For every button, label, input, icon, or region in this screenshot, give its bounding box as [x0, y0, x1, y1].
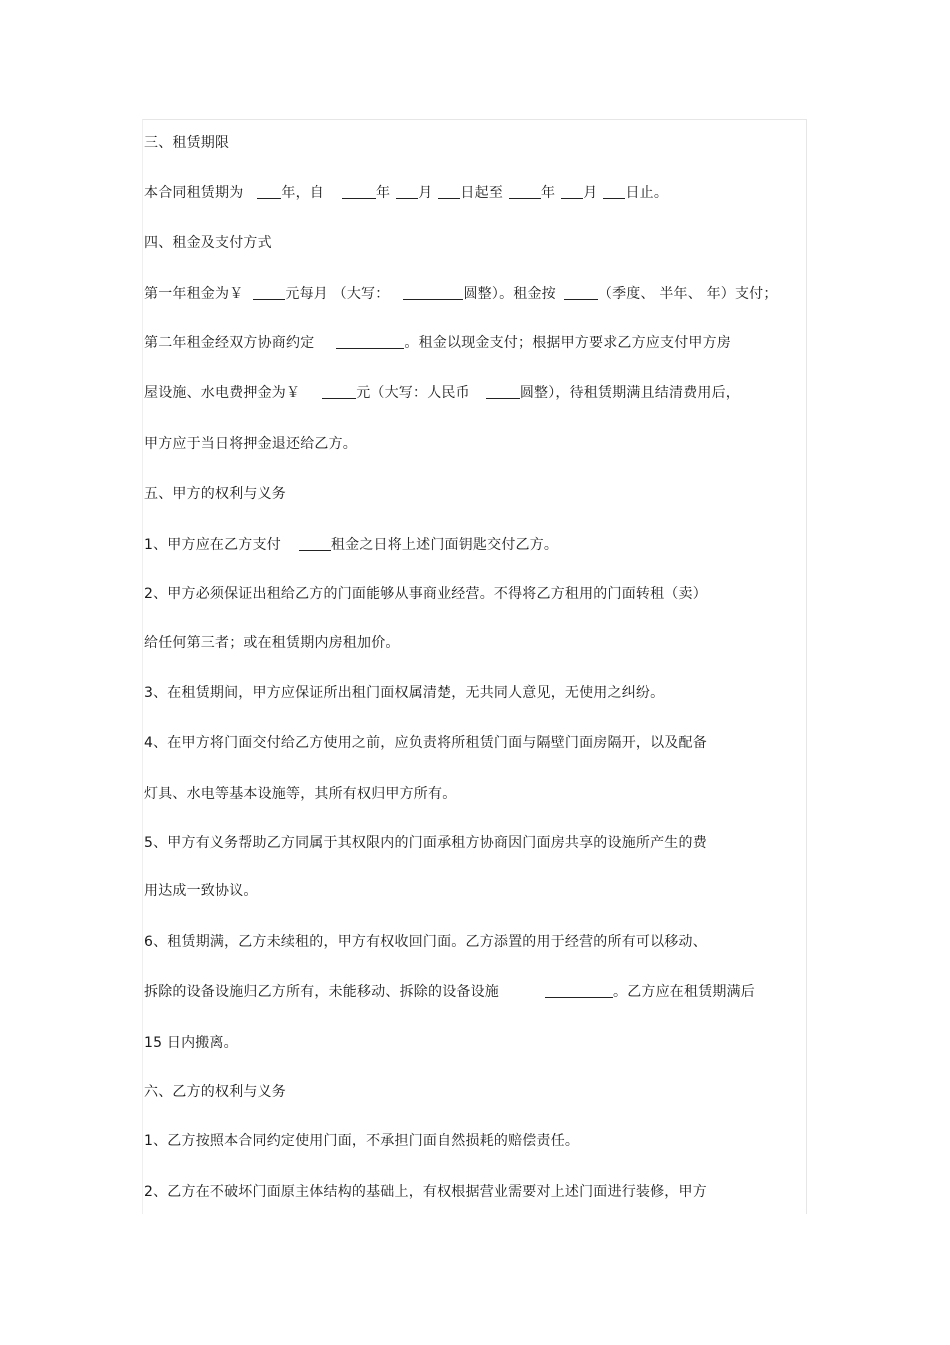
term-text: 本合同租赁期为	[144, 185, 244, 201]
deposit-text: 元（大写：人民币	[356, 385, 470, 401]
blank-fixed-facilities	[545, 983, 613, 998]
deposit-text: 屋设施、水电费押金为￥	[144, 385, 301, 401]
lessor-clause-4b: 灯具、水电等基本设施等，其所有权归甲方所有。	[144, 786, 457, 802]
lessor-clause-2b: 给任何第三者；或在租赁期内房租加价。	[144, 635, 400, 651]
lessor-clause-5b: 用达成一致协议。	[144, 883, 258, 899]
section-6-heading: 六、乙方的权利与义务	[144, 1084, 286, 1100]
lessor-clause-6c: 15 日内搬离。	[144, 1035, 238, 1051]
term-text: 年	[541, 185, 556, 201]
term-text: 月	[583, 185, 598, 201]
blank-start-year	[342, 184, 376, 199]
term-text: 月	[418, 185, 433, 201]
deposit-return-line: 甲方应于当日将押金退还给乙方。	[144, 436, 357, 452]
blank-second-year-rent	[336, 334, 404, 349]
lessor-clause-4a: 4、在甲方将门面交付给乙方使用之前，应负责将所租赁门面与隔壁门面房隔开，以及配备	[144, 735, 707, 751]
clause-text: 。乙方应在租赁期满后	[613, 984, 755, 1000]
blank-years	[257, 184, 281, 199]
deposit-line	[144, 384, 740, 402]
lessor-clause-6a: 6、租赁期满，乙方未续租的，甲方有权收回门面。乙方添置的用于经营的所有可以移动、	[144, 934, 707, 950]
section-3-heading: 三、租赁期限	[144, 135, 230, 151]
blank-end-year	[509, 184, 541, 199]
rent-first-year-line	[144, 285, 778, 303]
rent-second-year-line	[144, 334, 731, 352]
page-frame	[142, 119, 807, 1214]
rent-text: 圆整）。租金按	[463, 286, 556, 302]
deposit-text: 圆整），待租赁期满且结清费用后，	[519, 385, 741, 401]
clause-text: 租金之日将上述门面钥匙交付乙方。	[330, 537, 559, 553]
lessee-clause-2: 2、乙方在不破坏门面原主体结构的基础上，有权根据营业需要对上述门面进行装修，甲方	[144, 1184, 707, 1200]
rent-text: 第一年租金为￥	[144, 286, 244, 302]
lessor-clause-6b	[144, 983, 755, 1001]
blank-deposit-capital	[486, 384, 520, 399]
section-5-heading: 五、甲方的权利与义务	[144, 486, 286, 502]
lessor-clause-5a: 5、甲方有义务帮助乙方同属于其权限内的门面承租方协商因门面房共享的设施所产生的费	[144, 835, 707, 851]
blank-rent-capital	[403, 285, 463, 300]
term-text: 年，自	[281, 185, 325, 201]
lease-term-line	[144, 184, 668, 202]
blank-end-month	[561, 184, 583, 199]
blank-payment-period	[564, 285, 598, 300]
blank-start-day	[438, 184, 460, 199]
term-text: 年	[376, 185, 391, 201]
rent-text: 元每月 （大写：	[285, 286, 390, 302]
lessor-clause-3: 3、在租赁期间，甲方应保证所出租门面权属清楚，无共同人意见，无使用之纠纷。	[144, 685, 665, 701]
blank-key-handover	[299, 536, 331, 551]
rent-text: 。租金以现金支付；根据甲方要求乙方应支付甲方房	[404, 335, 732, 351]
term-text: 日止。	[625, 185, 669, 201]
blank-deposit-amount	[322, 384, 356, 399]
lessee-clause-1: 1、乙方按照本合同约定使用门面，不承担门面自然损耗的赔偿责任。	[144, 1133, 580, 1149]
section-4-heading: 四、租金及支付方式	[144, 235, 272, 251]
term-text: 日起至	[460, 185, 504, 201]
lessor-clause-1	[144, 536, 558, 554]
blank-start-month	[396, 184, 418, 199]
blank-end-day	[603, 184, 625, 199]
clause-text: 拆除的设备设施归乙方所有，未能移动、拆除的设备设施	[144, 984, 499, 1000]
clause-text: 1、甲方应在乙方支付	[144, 537, 281, 553]
rent-text: 第二年租金经双方协商约定	[144, 335, 315, 351]
rent-text: （季度、 半年、 年）支付；	[597, 286, 778, 302]
lessor-clause-2a: 2、甲方必须保证出租给乙方的门面能够从事商业经营。不得将乙方租用的门面转租（卖）	[144, 586, 707, 602]
blank-monthly-rent	[253, 285, 285, 300]
